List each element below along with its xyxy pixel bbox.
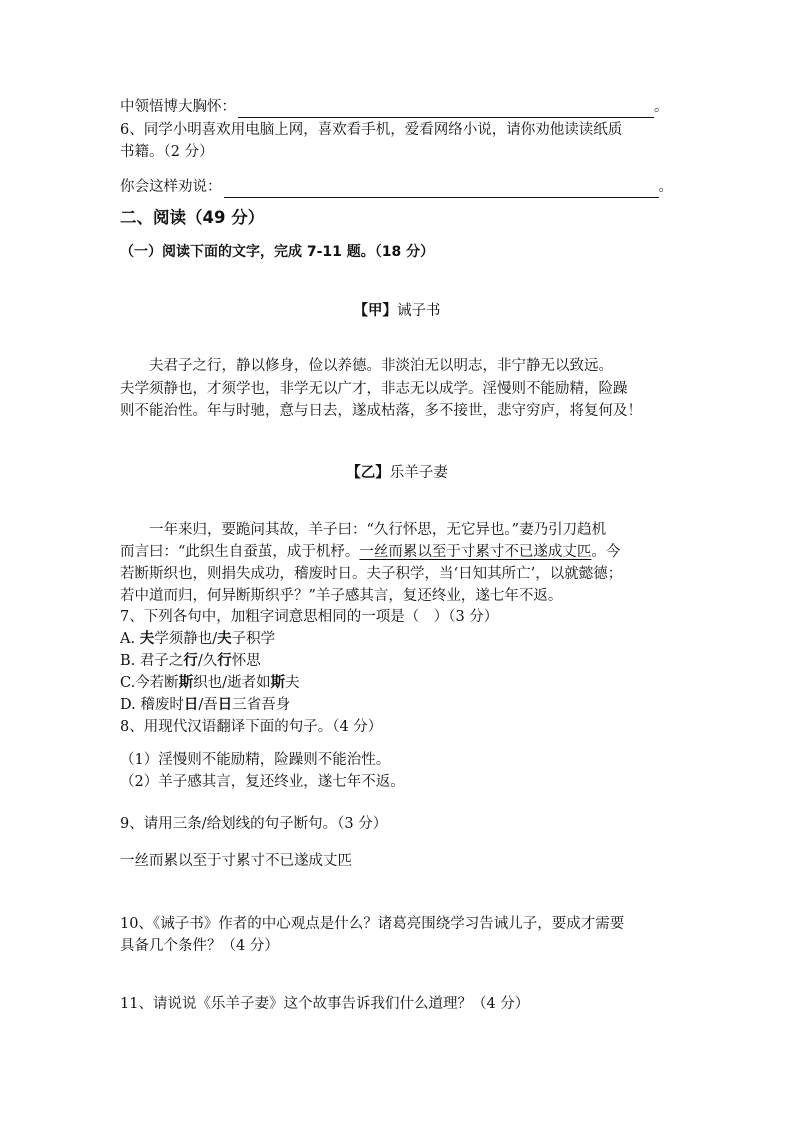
q8-item: （2）羊子感其言，复还终业，遂七年不返。 (120, 774, 405, 790)
q6-end-mark: 。 (658, 179, 673, 195)
passage-yi-line2 (120, 541, 676, 563)
option-label: C. (120, 675, 136, 691)
option-text: 今若断 (135, 675, 179, 691)
option-text: 稽废时 (140, 697, 184, 713)
passage-jia-bracket: 【甲】 (353, 302, 397, 319)
passage-yi-line1: 一年来归，要跪问其故，羊子曰：“久行怀思，无它异也。”妻乃引刀趋机 (149, 522, 607, 538)
option-text: 织也/逝者如 (193, 675, 271, 691)
q7-option-a[interactable] (120, 628, 680, 650)
passage-yi-title-text: 乐羊子妻 (389, 465, 448, 481)
q10-stem-line2: 具备几个条件？（4 分） (120, 938, 279, 954)
section-heading: 二、阅读（49 分） (120, 208, 265, 227)
q8-item: （1）淫慢则不能励精，险躁则不能治性。 (120, 752, 391, 768)
q8-stem: 8、用现代汉语翻译下面的句子。（4 分） (120, 719, 383, 735)
option-text: /久 (197, 653, 218, 669)
bold-word: 夫 (139, 630, 155, 647)
q10-stem-line1: 10、《诫子书》作者的中心观点是什么？诸葛亮围绕学习告诫儿子，要成才需要 (120, 916, 625, 932)
q7-option-d[interactable] (120, 694, 680, 716)
passage-jia-title (0, 300, 794, 322)
passage-jia-title-text: 诫子书 (397, 303, 441, 319)
option-text: 三省吾身 (232, 697, 291, 713)
passage-yi-bracket: 【乙】 (346, 464, 390, 481)
option-text: 君子之 (139, 653, 184, 669)
passage-jia-line: 夫学须静也，才须学也，非学无以广才，非志无以成学。淫慢则不能励精，险躁 (120, 381, 628, 397)
passage-jia-line: 夫君子之行，静以修身，俭以养德。非淡泊无以明志，非宁静无以致远。 (149, 358, 613, 374)
q6-stem-line2: 书籍。（2 分） (120, 144, 214, 160)
bold-word: 斯 (178, 674, 194, 691)
q7-stem: 7、下列各句中，加粗字词意思相同的一项是（ ）（3 分） (120, 609, 499, 625)
option-text: 子积学 (231, 631, 276, 647)
q11-stem: 11、请说说《乐羊子妻》这个故事告诉我们什么道理？（4 分） (120, 996, 530, 1012)
passage-yi-line3: 若断斯织也，则捐失成功，稽废时日。夫子积学，当‘日知其所亡’，以就懿德； (120, 566, 623, 582)
bold-word: 夫 (217, 630, 232, 647)
q5-end-mark: 。 (654, 99, 669, 115)
passage-jia-line: 则不能治性。年与时驰，意与日去，遂成枯落，多不接世，悲守穷庐，将复何及！ (120, 403, 642, 419)
q5-answer-row (120, 96, 680, 118)
passage-yi-line2-pre: 而言曰：“此织生自蚕茧，成于机杼。 (120, 544, 360, 560)
q5-answer-blank[interactable] (238, 101, 654, 118)
subsection-heading: （一）阅读下面的文字，完成 7-11 题。（18 分） (120, 244, 435, 260)
passage-yi-line2-post: 。今 (591, 544, 621, 560)
passage-yi-title (0, 462, 794, 484)
option-text: 夫 (285, 675, 300, 691)
option-label: A. (120, 631, 136, 647)
bold-word: 日 (217, 696, 233, 713)
bold-word: 行 (183, 652, 198, 669)
q5-answer-label: 中领悟博大胸怀： (120, 99, 236, 115)
bold-word: 斯 (270, 674, 286, 691)
bold-word: 日 (183, 696, 199, 713)
passage-yi-line4: 若中道而归，何异断斯织乎？”羊子感其言，复还终业，遂七年不返。 (120, 588, 563, 604)
q7-option-b[interactable] (120, 650, 680, 672)
underlined-sentence: 一丝而累以至于寸累寸不已遂成丈匹 (359, 544, 592, 560)
bold-word: 行 (217, 652, 232, 669)
q6-answer-blank[interactable] (224, 181, 659, 198)
q9-stem: 9、请用三条/给划线的句子断句。（3 分） (120, 816, 388, 832)
option-text: 学须静也/ (154, 631, 218, 647)
option-label: D. (120, 697, 136, 713)
q6-answer-row (120, 176, 680, 198)
option-text: /吾 (198, 697, 218, 713)
q6-stem-line1: 6、同学小明喜欢用电脑上网，喜欢看手机，爱看网络小说，请你劝他读读纸质 (120, 122, 623, 138)
q6-answer-label: 你会这样劝说： (120, 179, 222, 195)
q9-sentence: 一丝而累以至于寸累寸不已遂成丈匹 (120, 853, 352, 869)
option-text: 怀思 (231, 653, 261, 669)
option-label: B. (120, 653, 136, 669)
q7-option-c[interactable] (120, 672, 680, 694)
